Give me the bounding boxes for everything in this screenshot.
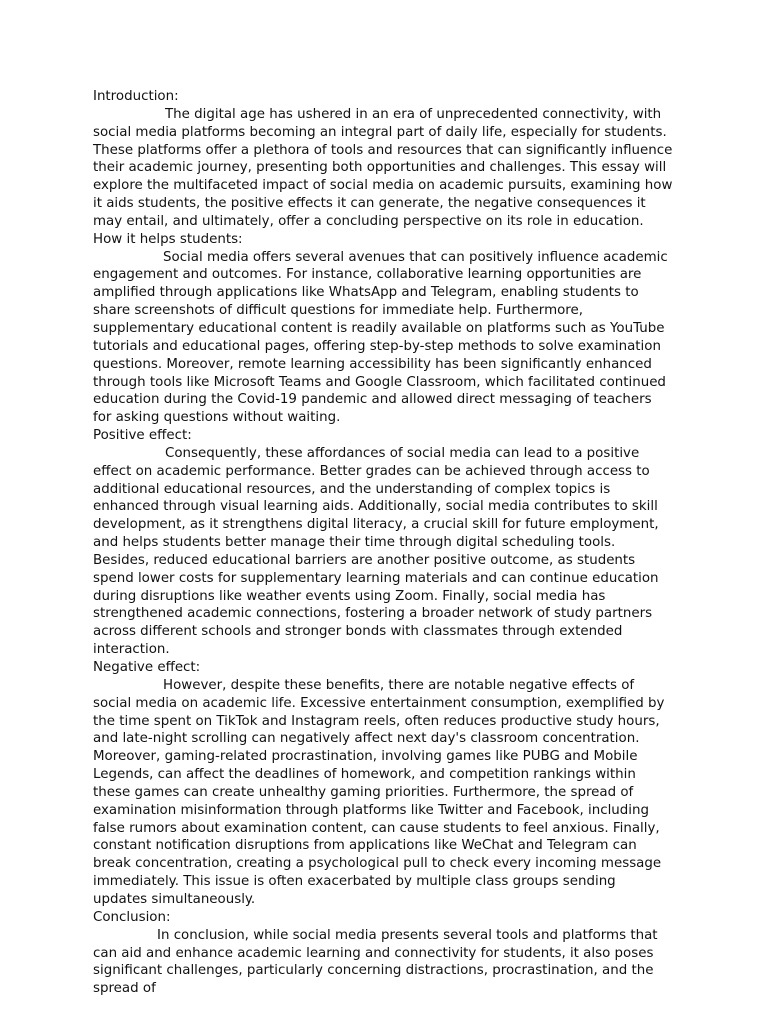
section-heading-positive-effect: Positive effect: xyxy=(93,428,192,444)
section-heading-how-it-helps: How it helps students: xyxy=(93,231,243,247)
section-body-positive-effect: Consequently, these affordances of social media can lead to a positive effect on academic performance. Better grades can be achieved through access to additional educational resources, and the understanding of complex topics is enhanced through visual learning aids. Additionally, social media contributes to skill development, as it strengthens digital literacy, a crucial skill for future employment, and helps students better manage their time through digital scheduling tools. Besides, reduced educational barriers are another positive outcome, as students spend lower costs for supplementary learning materials and can continue education during disruptions like weather events using Zoom. Finally, social media has strengthened academic connections, fostering a broader network of study partners across different schools and stronger bonds with classmates through extended interaction. xyxy=(93,445,659,658)
section-body-how-it-helps: Social media offers several avenues that can positively influence academic engagement and outcomes. For instance, collaborative learning opportunities are amplified through applications like WhatsApp and Telegram, enabling students to share screenshots of difficult questions for immediate help. Furthermore, supplementary educational content is readily available on platforms such as YouTube tutorials and educational pages, offering step-by-step methods to solve examination questions. Moreover, remote learning accessibility has been significantly enhanced through tools like Microsoft Teams and Google Classroom, which facilitated continued education during the Covid-19 pandemic and allowed direct messaging of teachers for asking questions without waiting. xyxy=(93,249,668,426)
document-page xyxy=(93,88,673,998)
section-body-conclusion: In conclusion, while social media presents several tools and platforms that can aid and enhance academic learning and connectivity for students, it also poses significant challenges, particularly concerning distractions, procrastination, and the spread of xyxy=(93,927,658,997)
section-heading-introduction: Introduction: xyxy=(93,89,179,104)
section-body-introduction: The digital age has ushered in an era of unprecedented connectivity, with social media platforms becoming an integral part of daily life, especially for students. These platforms offer a plethora of tools and resources that can significantly influence their academic journey, presenting both opportunities and challenges. This essay will explore the multifaceted impact of social media on academic pursuits, examining how it aids students, the positive effects it can generate, the negative consequences it may entail, and ultimately, offer a concluding perspective on its role in education. xyxy=(93,106,673,229)
section-heading-conclusion: Conclusion: xyxy=(93,909,171,925)
section-body-negative-effect: However, despite these benefits, there are notable negative effects of social media on academic life. Excessive entertainment consumption, exemplified by the time spent on TikTok and Instagram reels, often reduces productive study hours, and late-night scrolling can negatively affect next day's classroom concentration. Moreover, gaming-related procrastination, involving games like PUBG and Mobile Legends, can affect the deadlines of homework, and competition rankings within these games can create unhealthy gaming priorities. Furthermore, the spread of examination misinformation through platforms like Twitter and Facebook, including false rumors about examination content, can cause students to feel anxious. Finally, constant notification disruptions from applications like WeChat and Telegram can break concentration, creating a psychological pull to check every incoming message immediately. This issue is often exacerbated by multiple class groups sending updates simultaneously. xyxy=(93,677,665,907)
section-heading-negative-effect: Negative effect: xyxy=(93,660,201,675)
